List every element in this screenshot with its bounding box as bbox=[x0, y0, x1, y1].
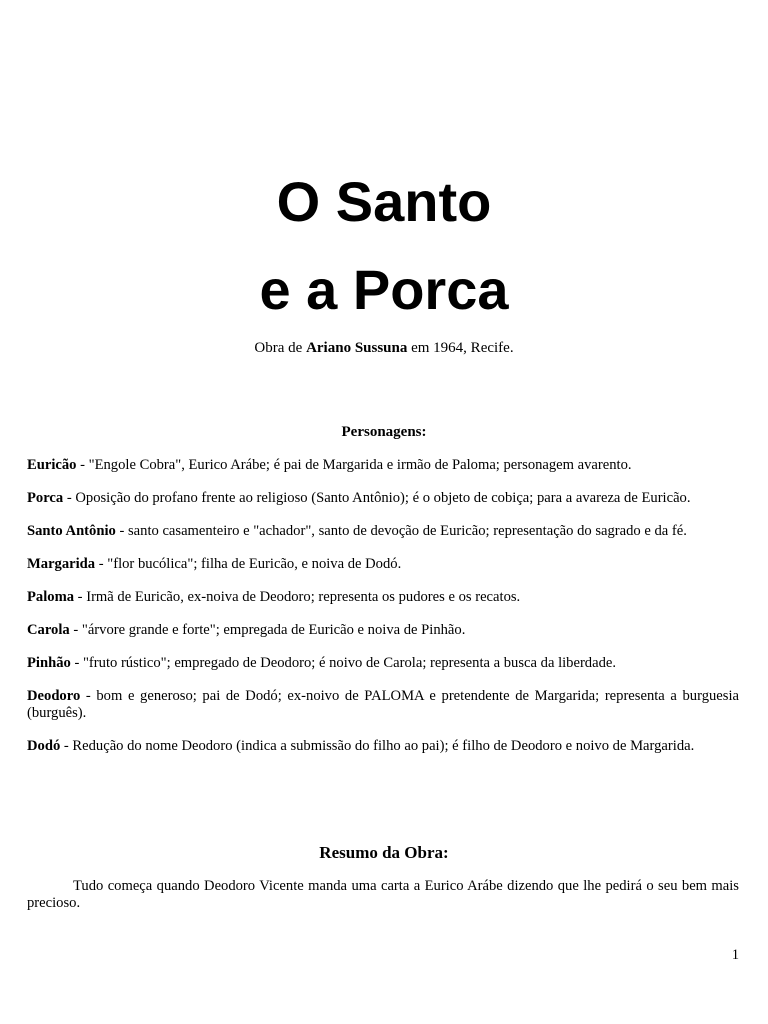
character-description: "flor bucólica"; filha de Euricão, e noiva de Dodó. bbox=[107, 556, 402, 572]
subtitle-prefix: Obra de bbox=[254, 340, 307, 356]
page-number: 1 bbox=[731, 947, 739, 963]
character-description: Oposição do profano frente ao religioso (Santo Antônio); é o objeto de cobiça; para a avareza de Euricão. bbox=[75, 490, 691, 506]
character-separator: - bbox=[80, 688, 97, 704]
character-item bbox=[27, 490, 739, 507]
character-separator: - bbox=[69, 622, 82, 638]
character-item bbox=[27, 589, 739, 606]
character-name: Deodoro bbox=[27, 688, 81, 704]
character-item bbox=[27, 655, 739, 672]
resumo-paragraph: Tudo começa quando Deodoro Vicente manda uma carta a Eurico Arábe dizendo que lhe pedirá o seu bem mais precioso. bbox=[27, 878, 739, 911]
resumo-heading: Resumo da Obra: bbox=[319, 843, 449, 862]
character-separator: - bbox=[74, 589, 87, 605]
character-description: bom e generoso; pai de Dodó; ex-noivo de PALOMA e pretendente de Margarida; representa a burguesia (burguês). bbox=[27, 688, 739, 721]
character-item bbox=[27, 738, 739, 755]
title-line-1: O Santo bbox=[276, 170, 492, 233]
character-separator: - bbox=[76, 457, 89, 473]
character-separator: - bbox=[63, 490, 76, 506]
author-name: Ariano Sussuna bbox=[306, 340, 408, 356]
title-line-2: e a Porca bbox=[259, 258, 509, 321]
character-description: "árvore grande e forte"; empregada de Euricão e noiva de Pinhão. bbox=[81, 622, 466, 638]
character-separator: - bbox=[115, 523, 128, 539]
character-description: santo casamenteiro e "achador", santo de devoção de Euricão; representação do sagrado e da fé. bbox=[127, 523, 687, 539]
character-description: Irmã de Euricão, ex-noiva de Deodoro; representa os pudores e os recatos. bbox=[86, 589, 521, 605]
character-name: Margarida bbox=[27, 556, 96, 572]
character-list bbox=[27, 457, 739, 771]
subtitle bbox=[0, 339, 768, 357]
character-item bbox=[27, 556, 739, 573]
character-separator: - bbox=[95, 556, 108, 572]
personagens-heading: Personagens: bbox=[341, 424, 427, 440]
character-name: Carola bbox=[27, 622, 70, 638]
character-name: Euricão bbox=[27, 457, 77, 473]
character-description: "fruto rústico"; empregado de Deodoro; é noivo de Carola; representa a busca da liberdade. bbox=[82, 655, 617, 671]
character-name: Pinhão bbox=[27, 655, 71, 671]
character-separator: - bbox=[60, 738, 73, 754]
character-item bbox=[27, 523, 739, 540]
character-separator: - bbox=[70, 655, 83, 671]
character-name: Dodó bbox=[27, 738, 61, 754]
character-item bbox=[27, 688, 739, 722]
character-item bbox=[27, 457, 739, 474]
character-description: "Engole Cobra", Eurico Arábe; é pai de Margarida e irmão de Paloma; personagem avarento. bbox=[88, 457, 632, 473]
character-name: Porca bbox=[27, 490, 64, 506]
character-description: Redução do nome Deodoro (indica a submissão do filho ao pai); é filho de Deodoro e noivo de Margarida. bbox=[72, 738, 695, 754]
character-name: Santo Antônio bbox=[27, 523, 116, 539]
character-item bbox=[27, 622, 739, 639]
subtitle-suffix: em 1964, Recife. bbox=[407, 340, 514, 356]
character-name: Paloma bbox=[27, 589, 75, 605]
